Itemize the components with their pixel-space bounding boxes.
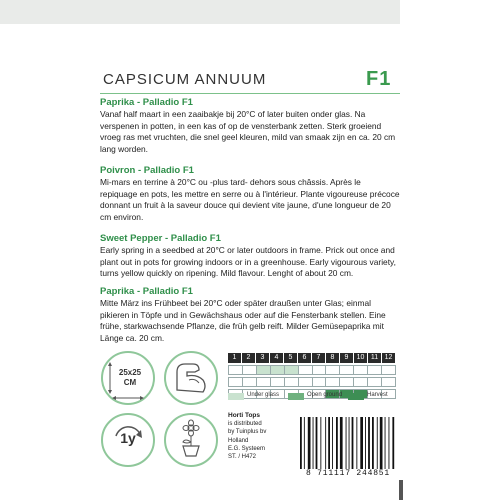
top-notch	[0, 0, 400, 24]
barcode-bar	[356, 417, 357, 469]
calendar-cell	[353, 365, 367, 375]
barcode-bar	[336, 417, 338, 469]
calendar-month: 11	[368, 353, 382, 363]
legend-swatch-under-glass	[228, 393, 244, 400]
calendar-month: 8	[326, 353, 340, 363]
calendar-cell	[381, 365, 396, 375]
bottom-tab	[399, 480, 403, 500]
calendar-cell	[339, 365, 353, 375]
company-line: ST. / H472	[228, 454, 257, 461]
barcode-bar	[372, 417, 374, 469]
section-title-en: Sweet Pepper - Palladio F1	[100, 233, 221, 244]
barcode-bar	[346, 417, 347, 469]
calendar-month: 12	[382, 353, 396, 363]
section-body-en: Early spring in a seedbed at 20°C or later outdoors in frame. Prick out once and plant out in pots for growing indoors or in a greenhouse. Early vigourous variety, turns yellow quickly on ripening. Mild flavour. Lenght of about 20 cm.	[100, 245, 396, 279]
flower-pot-icon	[163, 412, 219, 468]
calendar-cell	[256, 365, 270, 375]
calendar-month: 2	[242, 353, 256, 363]
barcode-bar	[392, 417, 394, 469]
calendar-month: 4	[270, 353, 284, 363]
calendar-month: 5	[284, 353, 298, 363]
calendar-cell	[256, 377, 270, 387]
legend-swatch-harvest	[348, 393, 364, 400]
spacing-unit: CM	[123, 378, 137, 387]
calendar-month: 6	[298, 353, 312, 363]
section-body-nl: Vanaf half maart in een zaaibakje bij 20°C of later buiten onder glas. Na verspenen in potten, in een kas of op de vensterbank zetten. Sterk groeiend vroeg ras met vruchten, die snel geel kleuren, mild van smaak zijn en ca. 20 cm lang worden.	[100, 109, 396, 154]
barcode-bar	[365, 417, 366, 469]
company-line: is distributed	[228, 421, 262, 428]
company-line: E.G. Systeem	[228, 445, 266, 452]
barcode-bar	[389, 417, 390, 469]
barcode-bar	[385, 417, 386, 469]
legend-swatch-open-ground	[288, 393, 304, 400]
calendar-cell	[367, 377, 381, 387]
barcode-bar	[349, 417, 350, 469]
header-rule	[100, 93, 400, 94]
calendar-cell	[367, 365, 381, 375]
barcode	[300, 417, 396, 469]
section-body-de: Mitte März ins Frühbeet bei 20°C oder später draußen unter Glas; einmal pikieren in Töpfe und in Gewächshaus oder auf die Fensterbank stellen. Eine frühe, starkwachsende Pflanze, die früh gelb reift. Milder Gemüsepaprika mit Länge ca. 20 cm.	[100, 298, 386, 343]
calendar-cell	[381, 377, 396, 387]
barcode-bar	[352, 417, 354, 469]
legend-open-ground: Open ground	[307, 392, 343, 398]
barcode-bar	[328, 417, 330, 469]
calendar-cell	[298, 365, 312, 375]
calendar-month: 1	[228, 353, 242, 363]
section-title-de: Paprika - Palladio F1	[100, 286, 193, 297]
calendar-month: 9	[340, 353, 354, 363]
calendar-cell	[284, 365, 298, 375]
calendar-cell	[242, 377, 256, 387]
calendar-month: 7	[312, 353, 326, 363]
calendar-row-open-ground	[228, 377, 396, 387]
calendar-cell	[270, 377, 284, 387]
barcode-bar	[308, 417, 311, 469]
calendar-month: 3	[256, 353, 270, 363]
calendar-row-under-glass	[228, 365, 396, 375]
calendar-cell	[270, 365, 284, 375]
vigour-arm-icon	[163, 350, 219, 406]
barcode-bar	[368, 417, 370, 469]
section-title-nl: Paprika - Palladio F1	[100, 97, 193, 108]
calendar-cell	[325, 365, 339, 375]
calendar-cell	[353, 377, 367, 387]
barcode-bar	[313, 417, 314, 469]
barcode-bar	[340, 417, 343, 469]
legend-under-glass: Under glass	[247, 392, 280, 398]
barcode-bar	[332, 417, 333, 469]
calendar-cell	[325, 377, 339, 387]
calendar-legend	[228, 392, 396, 402]
section-body-fr: Mi-mars en terrine à 20°C ou -plus tard- dehors sous châssis. Après le repiquage en pots, les mettre en serre ou à l'intérieur. Plante vigoureuse précoce donnant un fruit à la saveur douce qui devient vite jaune, d'une longueur de 20 cm environ.	[100, 177, 400, 222]
barcode-bar	[360, 417, 363, 469]
barcode-bar	[380, 417, 383, 469]
species-title: CAPSICUM ANNUUM	[103, 71, 267, 88]
lifespan-text: 1y	[120, 430, 136, 446]
calendar-month: 10	[354, 353, 368, 363]
calendar-cell	[242, 365, 256, 375]
company-line: by Tuinplus bv	[228, 429, 267, 436]
distributor-info	[228, 412, 308, 461]
barcode-bar	[304, 417, 305, 469]
section-title-fr: Poivron - Palladio F1	[100, 165, 194, 176]
barcode-bar	[325, 417, 326, 469]
barcode-bar	[316, 417, 318, 469]
barcode-bar	[377, 417, 378, 469]
calendar-months	[228, 353, 396, 363]
company-name: Horti Tops	[228, 412, 261, 419]
spacing-text: 25x25	[118, 368, 142, 377]
calendar-cell	[312, 365, 326, 375]
calendar-cell	[284, 377, 298, 387]
barcode-digits: 8 711117 244851	[305, 469, 390, 478]
calendar-cell	[228, 365, 242, 375]
hybrid-badge: F1	[366, 68, 392, 90]
legend-harvest: Harvest	[367, 392, 388, 398]
calendar-cell	[228, 377, 242, 387]
barcode-bar	[320, 417, 321, 469]
barcode-bar	[300, 417, 302, 469]
calendar-cell	[339, 377, 353, 387]
calendar-cell	[298, 377, 312, 387]
company-line: Holland	[228, 437, 249, 444]
calendar-cell	[312, 377, 326, 387]
